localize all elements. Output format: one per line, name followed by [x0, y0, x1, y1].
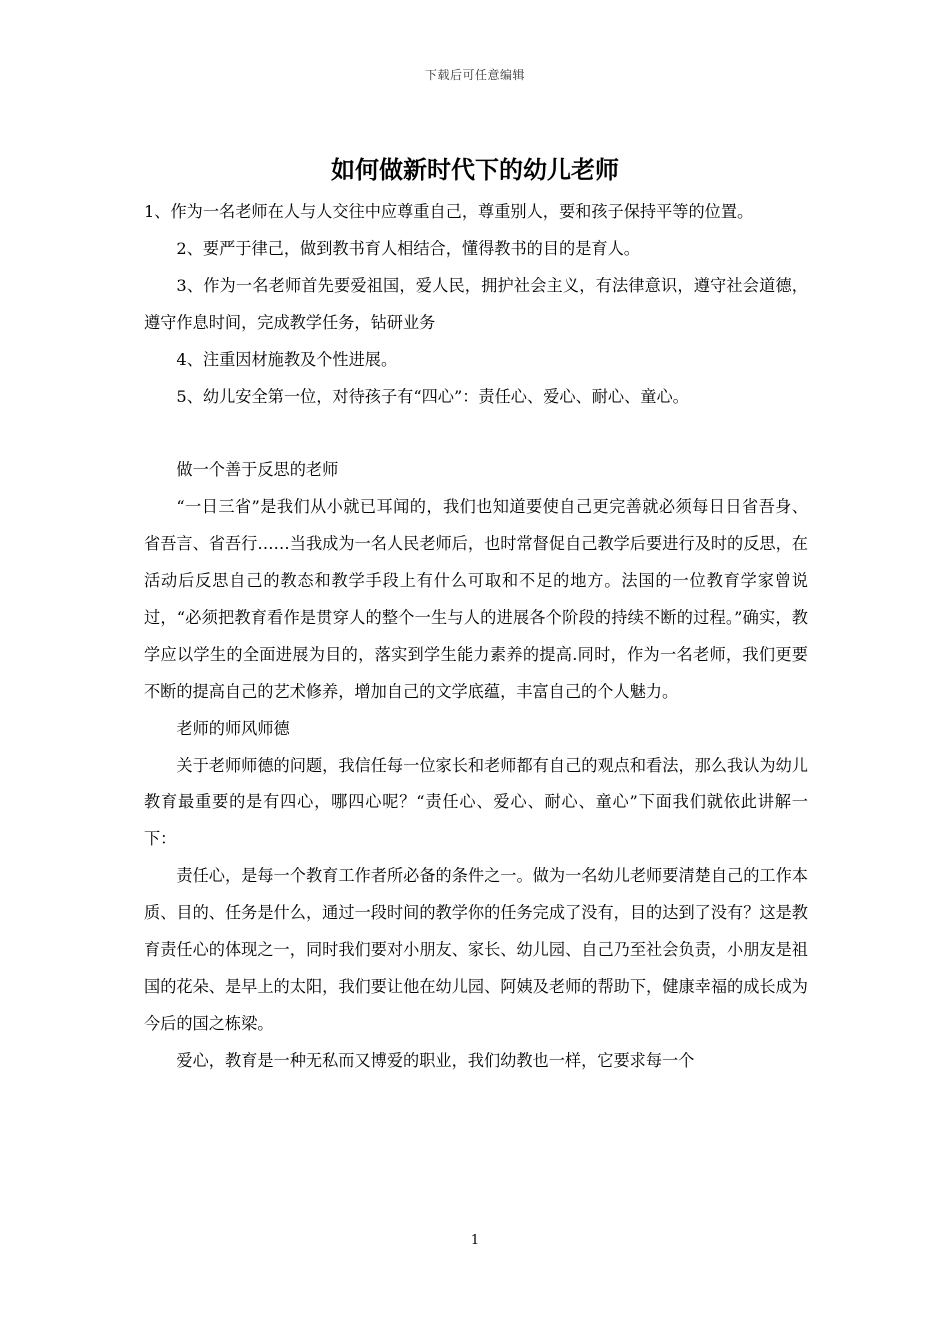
paragraph-item-3: 3、作为一名老师首先要爱祖国，爱人民，拥护社会主义，有法律意识，遵守社会道德，遵守作息时间，完成教学任务，钻研业务	[144, 275, 808, 332]
page-number: 1	[470, 1233, 480, 1248]
document-body	[144, 194, 808, 1080]
section-heading-reflection: 做一个善于反思的老师	[176, 460, 339, 480]
paragraph-item-4: 4、注重因材施教及个性进展。	[176, 349, 398, 369]
section-heading-ethics: 老师的师风师德	[176, 718, 290, 738]
header-note: 下载后可任意编辑	[424, 68, 525, 82]
paragraph-responsibility: 责任心，是每一个教育工作者所必备的条件之一。做为一名幼儿老师要清楚自己的工作本质、目的、任务是什么，通过一段时间的教学你的任务完成了没有，目的达到了没有？这是教育责任心的体现之一，同时我们要对小朋友、家长、幼儿园、自己乃至社会负责，小朋友是祖国的花朵、是早上的太阳，我们要让他在幼儿园、阿姨及老师的帮助下，健康幸福的成长成为今后的国之栋梁。	[144, 866, 808, 1033]
paragraph-love: 爱心，教育是一种无私而又博爱的职业，我们幼教也一样，它要求每一个	[176, 1050, 695, 1070]
paragraph-item-1: 1、作为一名老师在人与人交往中应尊重自己，尊重别人，要和孩子保持平等的位置。	[144, 202, 754, 221]
paragraph-ethics-intro: 关于老师师德的问题，我信任每一位家长和老师都有自己的观点和看法，那么我认为幼儿教育最重要的是有四心，哪四心呢？“责任心、爱心、耐心、童心”下面我们就依此讲解一下：	[144, 755, 808, 849]
paragraph-item-5: 5、幼儿安全第一位，对待孩子有“四心”：责任心、爱心、耐心、童心。	[176, 386, 689, 406]
paragraph-item-2: 2、要严于律己，做到教书育人相结合，懂得教书的目的是育人。	[176, 238, 640, 258]
paragraph-reflection: “一日三省”是我们从小就已耳闻的，我们也知道要使自己更完善就必须每日日省吾身、省吾言、省吾行……当我成为一名人民老师后，也时常督促自己教学后要进行及时的反思，在活动后反思自己的教态和教学手段上有什么可取和不足的地方。法国的一位教育学家曾说过，“必须把教育看作是贯穿人的整个一生与人的进展各个阶段的持续不断的过程。”确实，教学应以学生的全面进展为目的，落实到学生能力素养的提高.同时，作为一名老师，我们更要不断的提高自己的艺术修养，增加自己的文学底蕴，丰富自己的个人魅力。	[144, 497, 808, 701]
document-title: 如何做新时代下的幼儿老师	[331, 155, 619, 184]
blank-line	[144, 415, 808, 452]
